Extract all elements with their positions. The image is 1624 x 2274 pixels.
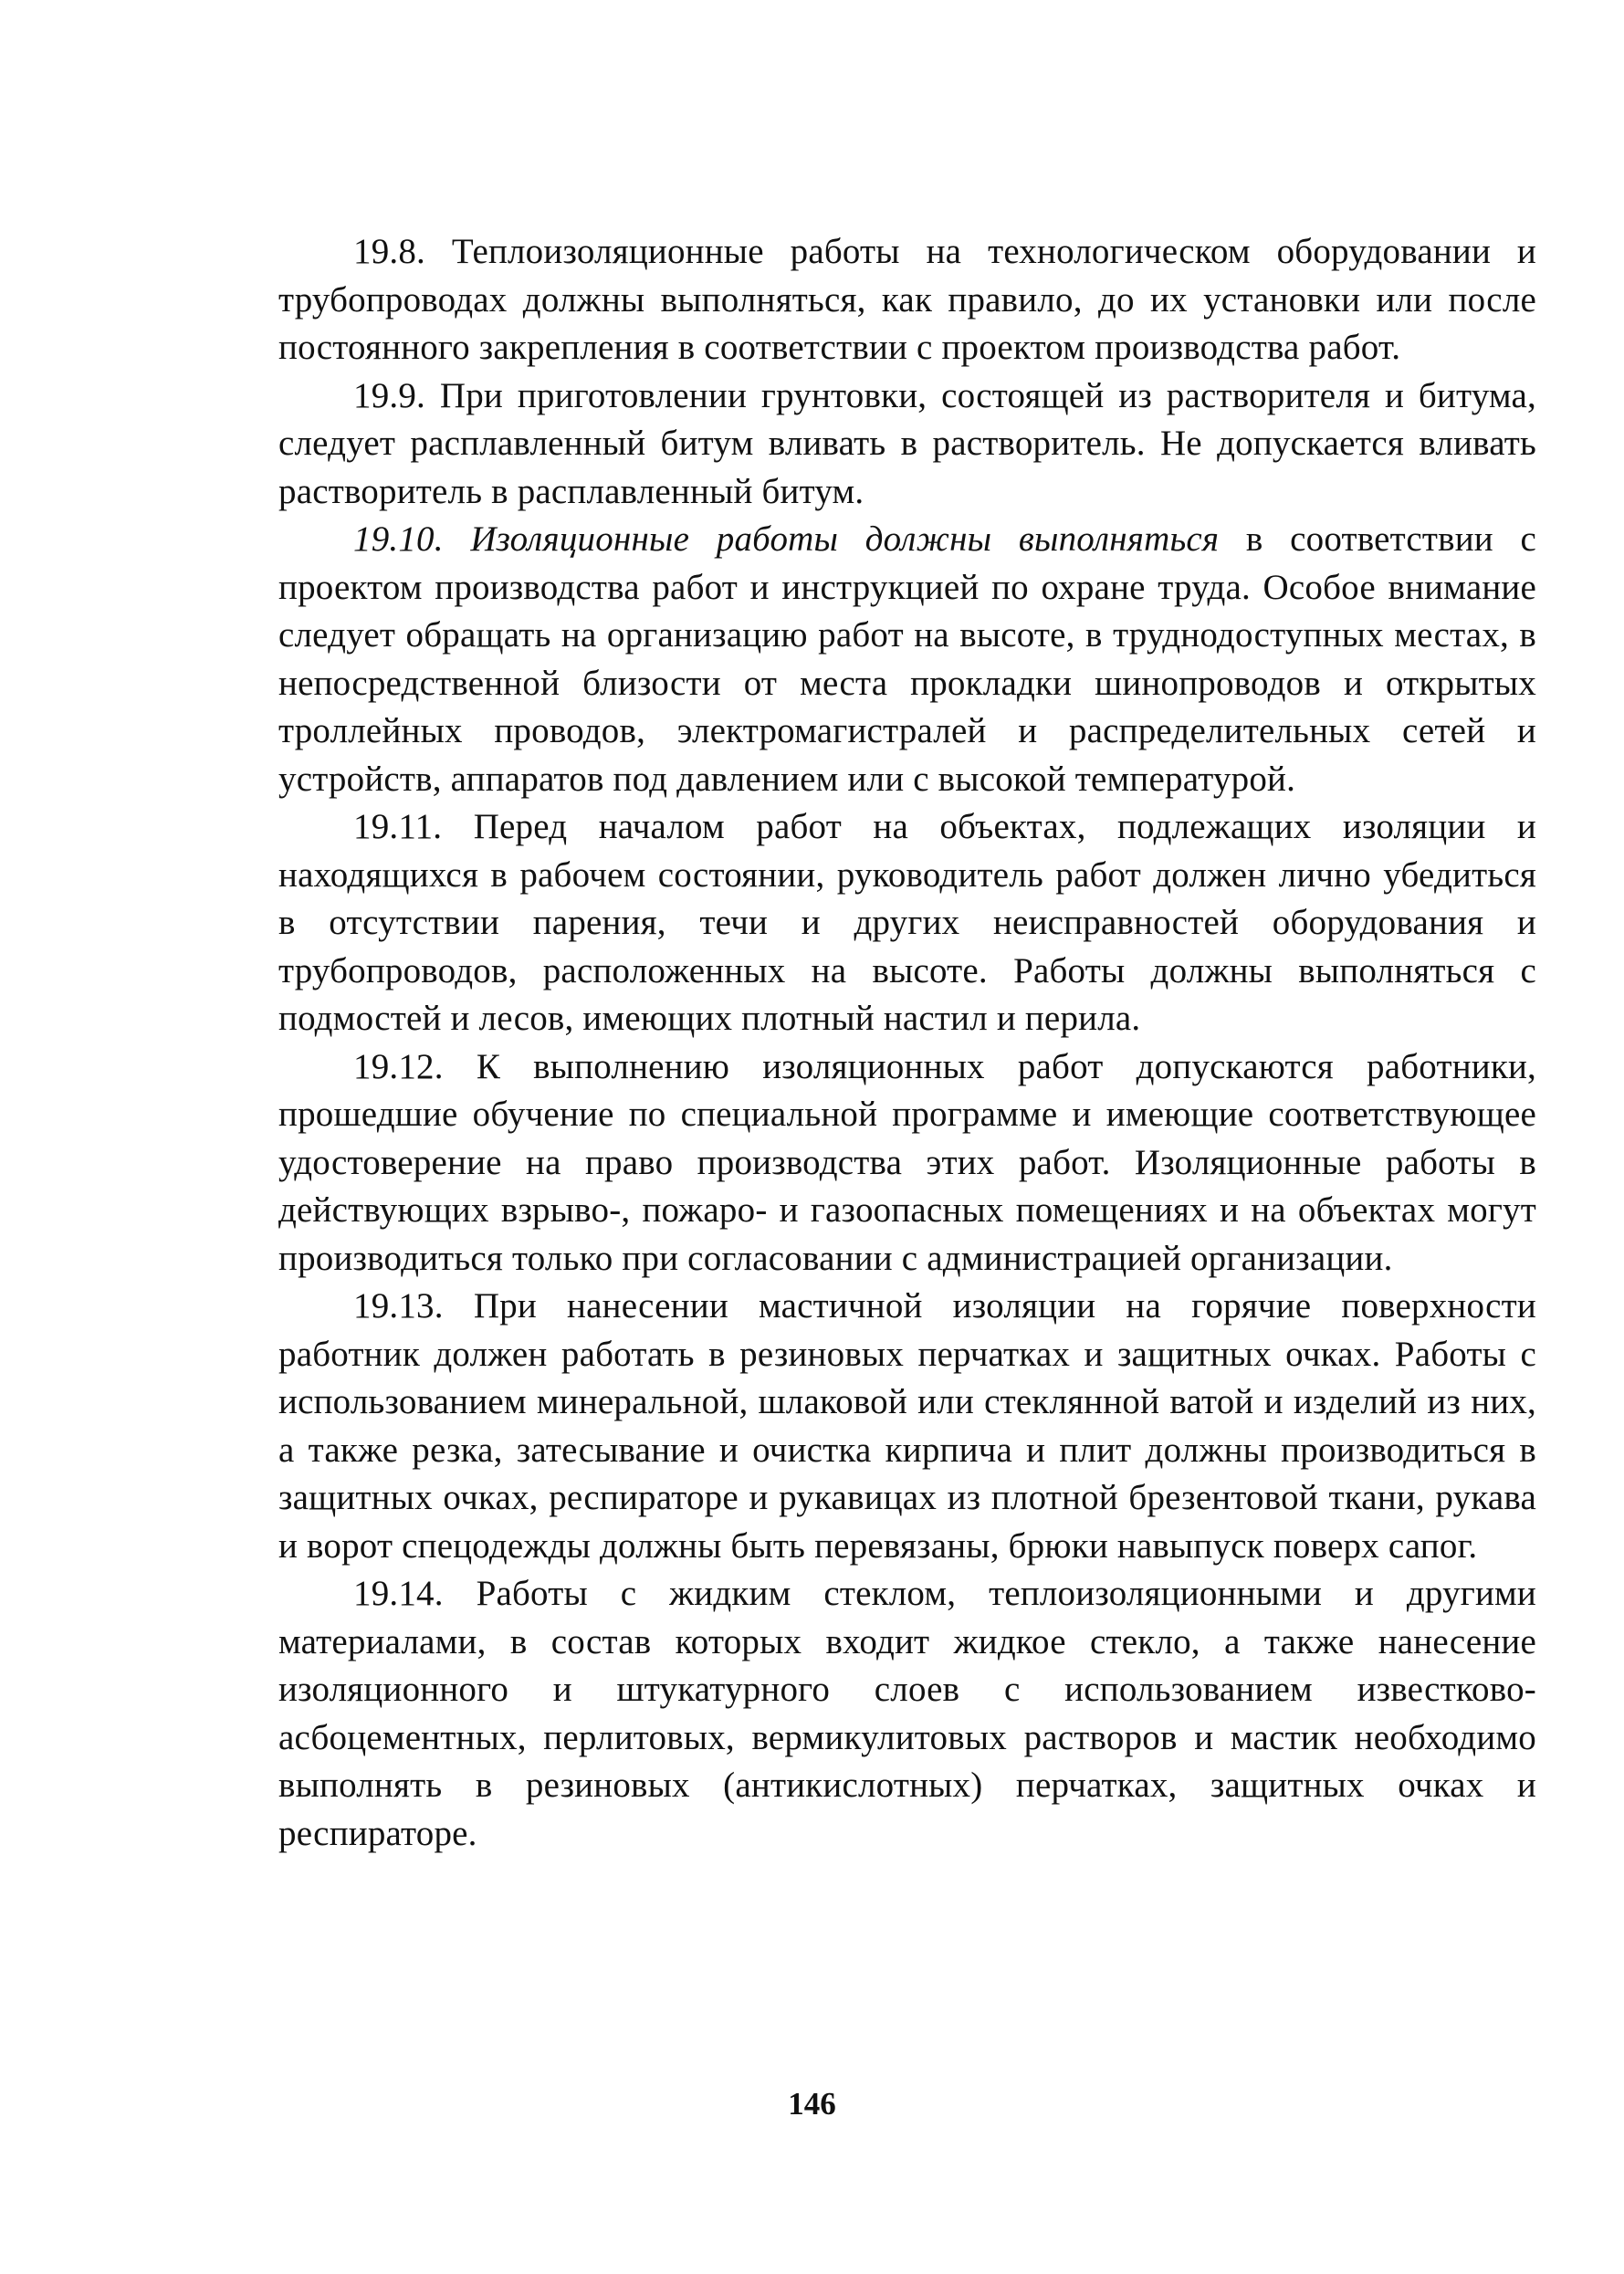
paragraph-19-13 xyxy=(278,1283,1536,1570)
document-body xyxy=(278,228,1536,1858)
paragraph-19-9 xyxy=(278,372,1536,517)
paragraph-number: 19.13. xyxy=(353,1286,444,1326)
paragraph-number: 19.12. xyxy=(353,1046,444,1086)
paragraph-number: 19.10. xyxy=(353,519,444,559)
paragraph-text: При приготовлении грунтовки, состоящей из растворителя и битума, следует расплавленный битум вливать в растворитель. Не допускается вливать растворитель в расплавленный битум. xyxy=(278,375,1536,511)
paragraph-number: 19.8. xyxy=(353,232,425,271)
paragraph-19-8 xyxy=(278,228,1536,372)
paragraph-text: в соответствии с проектом производства работ и инструкцией по охране труда. Особое внимание следует обращать на организацию работ на высоте, в труднодоступных местах, в непосредственной близости от места прокладки шинопроводов и открытых троллейных проводов, электромагистралей и распределительных сетей и устройств, аппаратов под давлением или с высокой температурой. xyxy=(278,519,1536,799)
paragraph-19-11 xyxy=(278,803,1536,1043)
page-number: 146 xyxy=(788,2086,836,2122)
paragraph-number: 19.9. xyxy=(353,375,425,415)
paragraph-19-14 xyxy=(278,1570,1536,1858)
paragraph-text: Работы с жидким стеклом, теплоизоляционными и другими материалами, в состав которых входит жидкое стекло, а также нанесение изоляционного и штукатурного слоев с использованием известково-асбоцементных, перлитовых, вермикулитовых растворов и мастик необходимо выполнять в резиновых (антикислотных) перчатках, защитных очках и респираторе. xyxy=(278,1574,1536,1853)
paragraph-number: 19.14. xyxy=(353,1574,444,1613)
paragraph-number: 19.11. xyxy=(353,807,443,846)
paragraph-text: К выполнению изоляционных работ допускаются работники, прошедшие обучение по специальной программе и имеющие соответствующее удостоверение на право производства этих работ. Изоляционные работы в действующих взрыво-, пожаро- и газоопасных помещениях и на объектах могут производиться только при согласовании с администрацией организации. xyxy=(278,1046,1537,1278)
paragraph-19-12 xyxy=(278,1043,1536,1284)
paragraph-text: Теплоизоляционные работы на технологическом оборудовании и трубопроводах должны выполняться, как правило, до их установки или после постоянного закрепления в соответствии с проектом производства работ. xyxy=(278,232,1537,367)
paragraph-text: Перед началом работ на объектах, подлежащих изоляции и находящихся в рабочем состоянии, руководитель работ должен лично убедиться в отсутствии парения, течи и других неисправностей оборудования и трубопроводов, расположенных на высоте. Работы должны выполняться с подмостей и лесов, имеющих плотный настил и перила. xyxy=(278,807,1536,1038)
paragraph-text: При нанесении мастичной изоляции на горячие поверхности работник должен работать в резиновых перчатках и защитных очках. Работы с использованием минеральной, шлаковой или стеклянной ватой и изделий из них, а также резка, затесывание и очистка кирпича и плит должны производиться в защитных очках, респираторе и рукавицах из плотной брезентовой ткани, рукава и ворот спецодежды должны быть перевязаны, брюки навыпуск поверх сапог. xyxy=(278,1286,1537,1566)
paragraph-emphasis: Изоляционные работы должны выполняться xyxy=(470,519,1220,559)
paragraph-19-10 xyxy=(278,516,1536,803)
